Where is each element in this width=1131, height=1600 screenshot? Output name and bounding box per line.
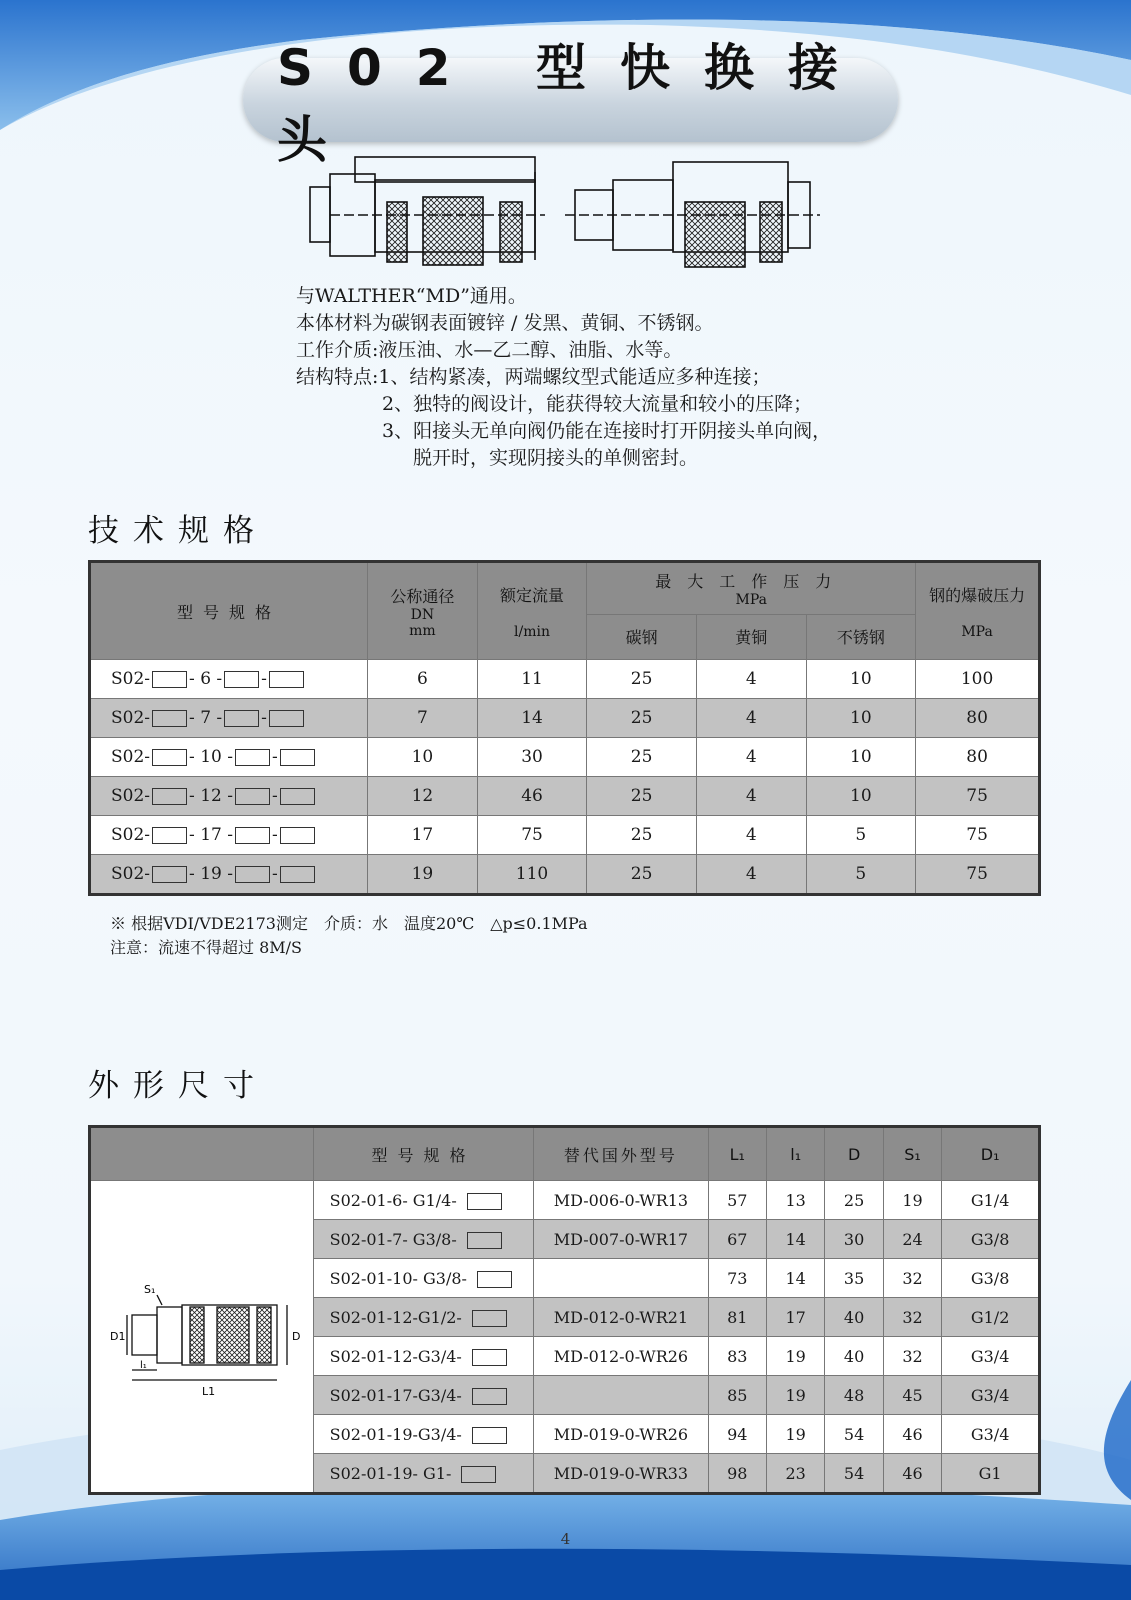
header-dn: 公称通径 DN mm bbox=[368, 562, 478, 660]
label-d: D bbox=[291, 1329, 301, 1343]
page-title: S02 型快换接头 bbox=[277, 39, 872, 169]
header-brass: 黄铜 bbox=[696, 614, 806, 659]
D1-cell: G1/2 bbox=[942, 1298, 1040, 1337]
L1-cell: 98 bbox=[708, 1454, 766, 1494]
note-line: ※ 根据VDI/VDE2173测定 介质：水 温度20℃ △p≤0.1MPa bbox=[110, 914, 588, 933]
l1-cell: 19 bbox=[766, 1415, 824, 1454]
carbon-cell: 25 bbox=[587, 855, 697, 895]
burst-cell: 80 bbox=[916, 699, 1040, 738]
test-notes bbox=[110, 912, 588, 960]
L1-cell: 57 bbox=[708, 1181, 766, 1220]
burst-cell: 80 bbox=[916, 738, 1040, 777]
dn-cell: 19 bbox=[368, 855, 478, 895]
model-cell: S02- - 17 - - bbox=[90, 816, 368, 855]
alt-model-cell: MD-012-0-WR21 bbox=[534, 1298, 708, 1337]
desc-line: 本体材料为碳钢表面镀锌 / 发黑、黄铜、不锈钢。 bbox=[296, 312, 714, 334]
flow-cell: 30 bbox=[477, 738, 587, 777]
burst-cell: 75 bbox=[916, 816, 1040, 855]
note-line: 注意：流速不得超过 8M/S bbox=[110, 938, 303, 957]
carbon-cell: 25 bbox=[587, 699, 697, 738]
header-stainless: 不锈钢 bbox=[806, 614, 916, 659]
alt-model-cell: MD-007-0-WR17 bbox=[534, 1220, 708, 1259]
alt-model-cell: MD-019-0-WR33 bbox=[534, 1454, 708, 1494]
model-cell: S02- - 6 - - bbox=[90, 660, 368, 699]
D-cell: 40 bbox=[825, 1337, 883, 1376]
model-cell: S02-01-19- G1- bbox=[313, 1454, 534, 1494]
S1-cell: 24 bbox=[883, 1220, 941, 1259]
D-cell: 35 bbox=[825, 1259, 883, 1298]
l1-cell: 23 bbox=[766, 1454, 824, 1494]
dims-section-title: 外形尺寸 bbox=[88, 1068, 268, 1104]
stainless-cell: 10 bbox=[806, 660, 916, 699]
D1-cell: G3/4 bbox=[942, 1415, 1040, 1454]
header-pressure: 最大工作压力 MPa bbox=[587, 562, 916, 615]
carbon-cell: 25 bbox=[587, 738, 697, 777]
alt-model-cell: MD-012-0-WR26 bbox=[534, 1337, 708, 1376]
dimension-drawing-cell bbox=[90, 1181, 314, 1494]
table-row bbox=[90, 738, 1040, 777]
label-l1: l₁ bbox=[139, 1359, 147, 1371]
title-banner bbox=[243, 39, 898, 169]
header-L1: L₁ bbox=[708, 1127, 766, 1181]
spec-table bbox=[88, 560, 1041, 896]
L1-cell: 73 bbox=[708, 1259, 766, 1298]
model-cell: S02-01-6- G1/4- bbox=[313, 1181, 534, 1220]
header-carbon: 碳钢 bbox=[587, 614, 697, 659]
label-s: S₁ bbox=[143, 1282, 156, 1296]
table-row bbox=[90, 816, 1040, 855]
alt-model-cell: MD-006-0-WR13 bbox=[534, 1181, 708, 1220]
dn-cell: 10 bbox=[368, 738, 478, 777]
header-model: 型号规格 bbox=[313, 1127, 534, 1181]
D1-cell: G1/4 bbox=[942, 1181, 1040, 1220]
flow-cell: 14 bbox=[477, 699, 587, 738]
D-cell: 54 bbox=[825, 1454, 883, 1494]
dn-cell: 17 bbox=[368, 816, 478, 855]
stainless-cell: 10 bbox=[806, 777, 916, 816]
model-cell: S02- - 12 - - bbox=[90, 777, 368, 816]
l1-cell: 19 bbox=[766, 1337, 824, 1376]
header-D1: D₁ bbox=[942, 1127, 1040, 1181]
brass-cell: 4 bbox=[696, 855, 806, 895]
S1-cell: 46 bbox=[883, 1415, 941, 1454]
stainless-cell: 5 bbox=[806, 855, 916, 895]
l1-cell: 13 bbox=[766, 1181, 824, 1220]
stainless-cell: 10 bbox=[806, 699, 916, 738]
table-row bbox=[90, 660, 1040, 699]
burst-cell: 75 bbox=[916, 855, 1040, 895]
L1-cell: 81 bbox=[708, 1298, 766, 1337]
spec-section-title: 技术规格 bbox=[88, 513, 268, 549]
header-blank bbox=[90, 1127, 314, 1181]
desc-line: 结构特点:1、结构紧凑，两端螺纹型式能适应多种连接； bbox=[296, 366, 771, 388]
spec-header-row bbox=[90, 562, 1040, 615]
table-row bbox=[90, 699, 1040, 738]
label-d1: D1 bbox=[109, 1329, 126, 1343]
alt-model-cell: MD-019-0-WR26 bbox=[534, 1415, 708, 1454]
carbon-cell: 25 bbox=[587, 816, 697, 855]
header-burst: 钢的爆破压力 MPa bbox=[916, 562, 1040, 660]
page-number: 4 bbox=[560, 1530, 571, 1548]
l1-cell: 19 bbox=[766, 1376, 824, 1415]
L1-cell: 67 bbox=[708, 1220, 766, 1259]
header-D: D bbox=[825, 1127, 883, 1181]
desc-point: 3、阳接头无单向阀仍能在连接时打开阴接头单向阀， bbox=[382, 420, 832, 442]
D1-cell: G3/4 bbox=[942, 1337, 1040, 1376]
L1-cell: 94 bbox=[708, 1415, 766, 1454]
header-alt-model: 替代国外型号 bbox=[534, 1127, 708, 1181]
l1-cell: 17 bbox=[766, 1298, 824, 1337]
desc-line: 工作介质:液压油、水—乙二醇、油脂、水等。 bbox=[296, 339, 683, 361]
plug-dimension-drawing bbox=[102, 1265, 302, 1405]
stainless-cell: 10 bbox=[806, 738, 916, 777]
desc-point: 脱开时，实现阴接头的单侧密封。 bbox=[413, 447, 699, 469]
brass-cell: 4 bbox=[696, 816, 806, 855]
dimensions-table bbox=[88, 1125, 1041, 1495]
S1-cell: 32 bbox=[883, 1337, 941, 1376]
burst-cell: 100 bbox=[916, 660, 1040, 699]
label-L1: L1 bbox=[201, 1384, 215, 1398]
model-cell: S02- - 7 - - bbox=[90, 699, 368, 738]
coupling-cross-section-drawing bbox=[305, 152, 835, 282]
desc-line: 与WALTHER“MD”通用。 bbox=[296, 285, 527, 307]
model-cell: S02-01-12-G1/2- bbox=[313, 1298, 534, 1337]
model-cell: S02-01-10- G3/8- bbox=[313, 1259, 534, 1298]
S1-cell: 45 bbox=[883, 1376, 941, 1415]
alt-model-cell bbox=[534, 1259, 708, 1298]
S1-cell: 19 bbox=[883, 1181, 941, 1220]
desc-point: 2、独特的阀设计，能获得较大流量和较小的压降； bbox=[382, 393, 813, 415]
flow-cell: 11 bbox=[477, 660, 587, 699]
table-row bbox=[90, 855, 1040, 895]
burst-cell: 75 bbox=[916, 777, 1040, 816]
dn-cell: 6 bbox=[368, 660, 478, 699]
l1-cell: 14 bbox=[766, 1220, 824, 1259]
dn-cell: 7 bbox=[368, 699, 478, 738]
brass-cell: 4 bbox=[696, 738, 806, 777]
S1-cell: 46 bbox=[883, 1454, 941, 1494]
D1-cell: G3/8 bbox=[942, 1220, 1040, 1259]
S1-cell: 32 bbox=[883, 1298, 941, 1337]
model-cell: S02-01-17-G3/4- bbox=[313, 1376, 534, 1415]
D1-cell: G3/4 bbox=[942, 1376, 1040, 1415]
table-row bbox=[90, 777, 1040, 816]
brass-cell: 4 bbox=[696, 699, 806, 738]
model-cell: S02-01-19-G3/4- bbox=[313, 1415, 534, 1454]
header-model: 型号规格 bbox=[90, 562, 368, 660]
dims-header-row bbox=[90, 1127, 1040, 1181]
D-cell: 54 bbox=[825, 1415, 883, 1454]
model-cell: S02- - 19 - - bbox=[90, 855, 368, 895]
l1-cell: 14 bbox=[766, 1259, 824, 1298]
flow-cell: 75 bbox=[477, 816, 587, 855]
D-cell: 48 bbox=[825, 1376, 883, 1415]
dn-cell: 12 bbox=[368, 777, 478, 816]
model-cell: S02-01-7- G3/8- bbox=[313, 1220, 534, 1259]
header-l1: l₁ bbox=[766, 1127, 824, 1181]
L1-cell: 83 bbox=[708, 1337, 766, 1376]
brass-cell: 4 bbox=[696, 660, 806, 699]
alt-model-cell bbox=[534, 1376, 708, 1415]
table-row bbox=[90, 1181, 1040, 1220]
model-cell: S02-01-12-G3/4- bbox=[313, 1337, 534, 1376]
D1-cell: G3/8 bbox=[942, 1259, 1040, 1298]
D-cell: 30 bbox=[825, 1220, 883, 1259]
L1-cell: 85 bbox=[708, 1376, 766, 1415]
carbon-cell: 25 bbox=[587, 660, 697, 699]
D-cell: 25 bbox=[825, 1181, 883, 1220]
header-S1: S₁ bbox=[883, 1127, 941, 1181]
model-cell: S02- - 10 - - bbox=[90, 738, 368, 777]
product-description bbox=[296, 283, 916, 472]
flow-cell: 46 bbox=[477, 777, 587, 816]
brass-cell: 4 bbox=[696, 777, 806, 816]
header-flow: 额定流量 l/min bbox=[477, 562, 587, 660]
stainless-cell: 5 bbox=[806, 816, 916, 855]
D-cell: 40 bbox=[825, 1298, 883, 1337]
S1-cell: 32 bbox=[883, 1259, 941, 1298]
flow-cell: 110 bbox=[477, 855, 587, 895]
carbon-cell: 25 bbox=[587, 777, 697, 816]
D1-cell: G1 bbox=[942, 1454, 1040, 1494]
